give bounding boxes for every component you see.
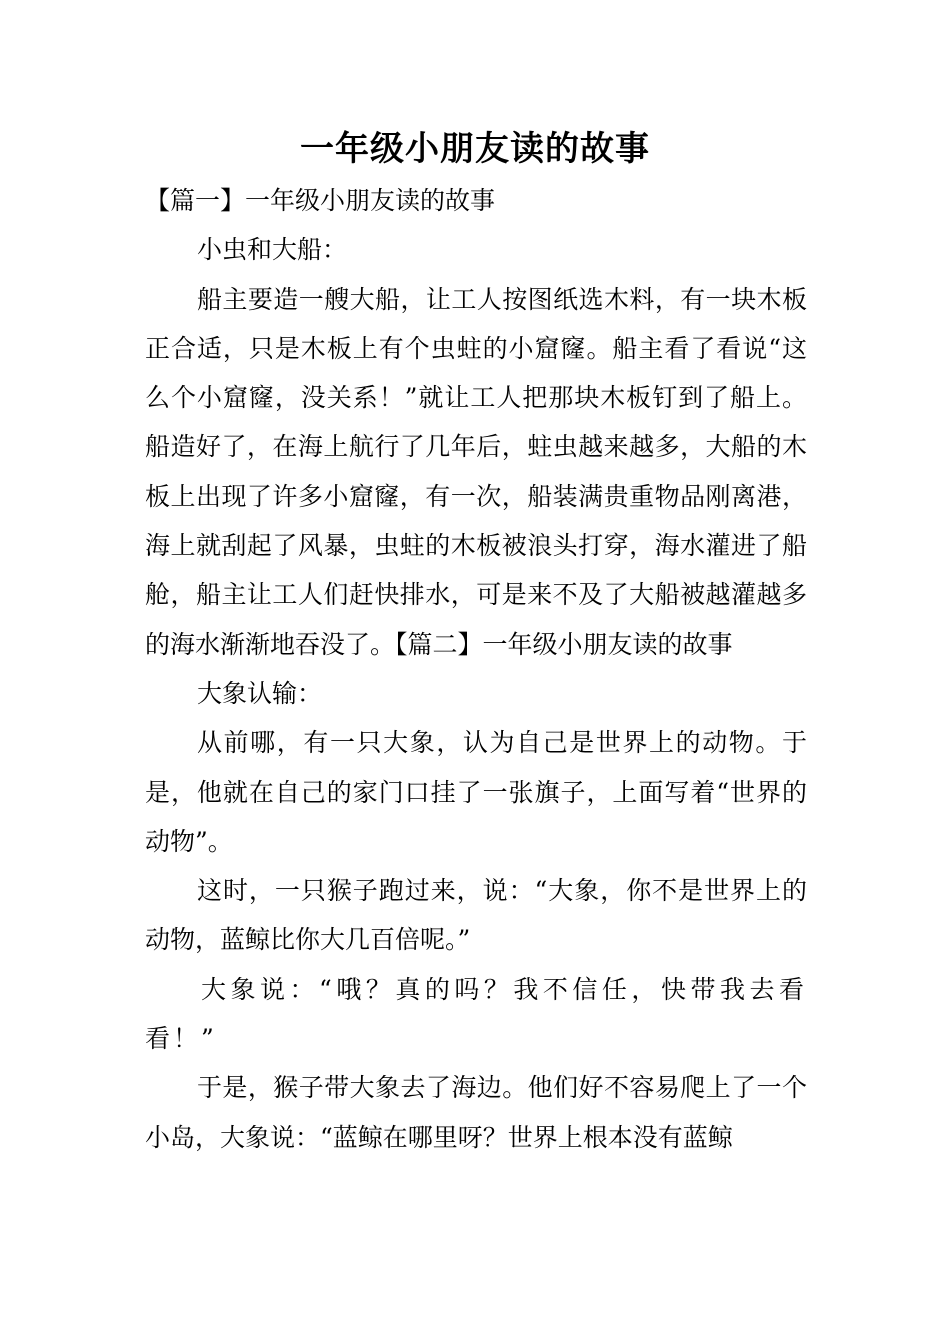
story-title-2: 大象认输： <box>197 678 323 708</box>
section-heading-1: 【篇一】一年级小朋友读的故事 <box>145 186 496 215</box>
paragraph: 大象说：“哦？真的吗？我不信任，快带我去看看！” <box>145 974 807 1054</box>
document-body <box>145 176 807 1162</box>
paragraph: 船主要造一艘大船，让工人按图纸选木料，有一块木板正合适，只是木板上有个虫蛀的小窟窿。船主看了看说“这么个小窟窿，没关系！”就让工人把那块木板钉到了船上。船造好了，在海上航行了几年后，蛀虫越来越多，大船的木板上出现了许多小窟窿，有一次，船装满贵重物品刚离港，海上就刮起了风暴，虫蛀的木板被浪头打穿，海水灌进了船舱，船主让工人们赶快排水，可是来不及了大船被越灌越多的海水渐渐地吞没了。【篇二】一年级小朋友读的故事 <box>145 284 807 659</box>
document-title: 一年级小朋友读的故事 <box>300 129 650 169</box>
paragraph: 这时，一只猴子跑过来，说：“大象，你不是世界上的动物，蓝鲸比你大几百倍呢。” <box>145 876 807 955</box>
paragraph: 于是，猴子带大象去了海边。他们好不容易爬上了一个小岛，大象说：“蓝鲸在哪里呀？世界上根本没有蓝鲸 <box>145 1073 807 1152</box>
story-title-1: 小虫和大船： <box>197 235 348 265</box>
paragraph: 从前哪，有一只大象，认为自己是世界上的动物。于是，他就在自己的家门口挂了一张旗子，上面写着“世界的动物”。 <box>145 728 807 856</box>
